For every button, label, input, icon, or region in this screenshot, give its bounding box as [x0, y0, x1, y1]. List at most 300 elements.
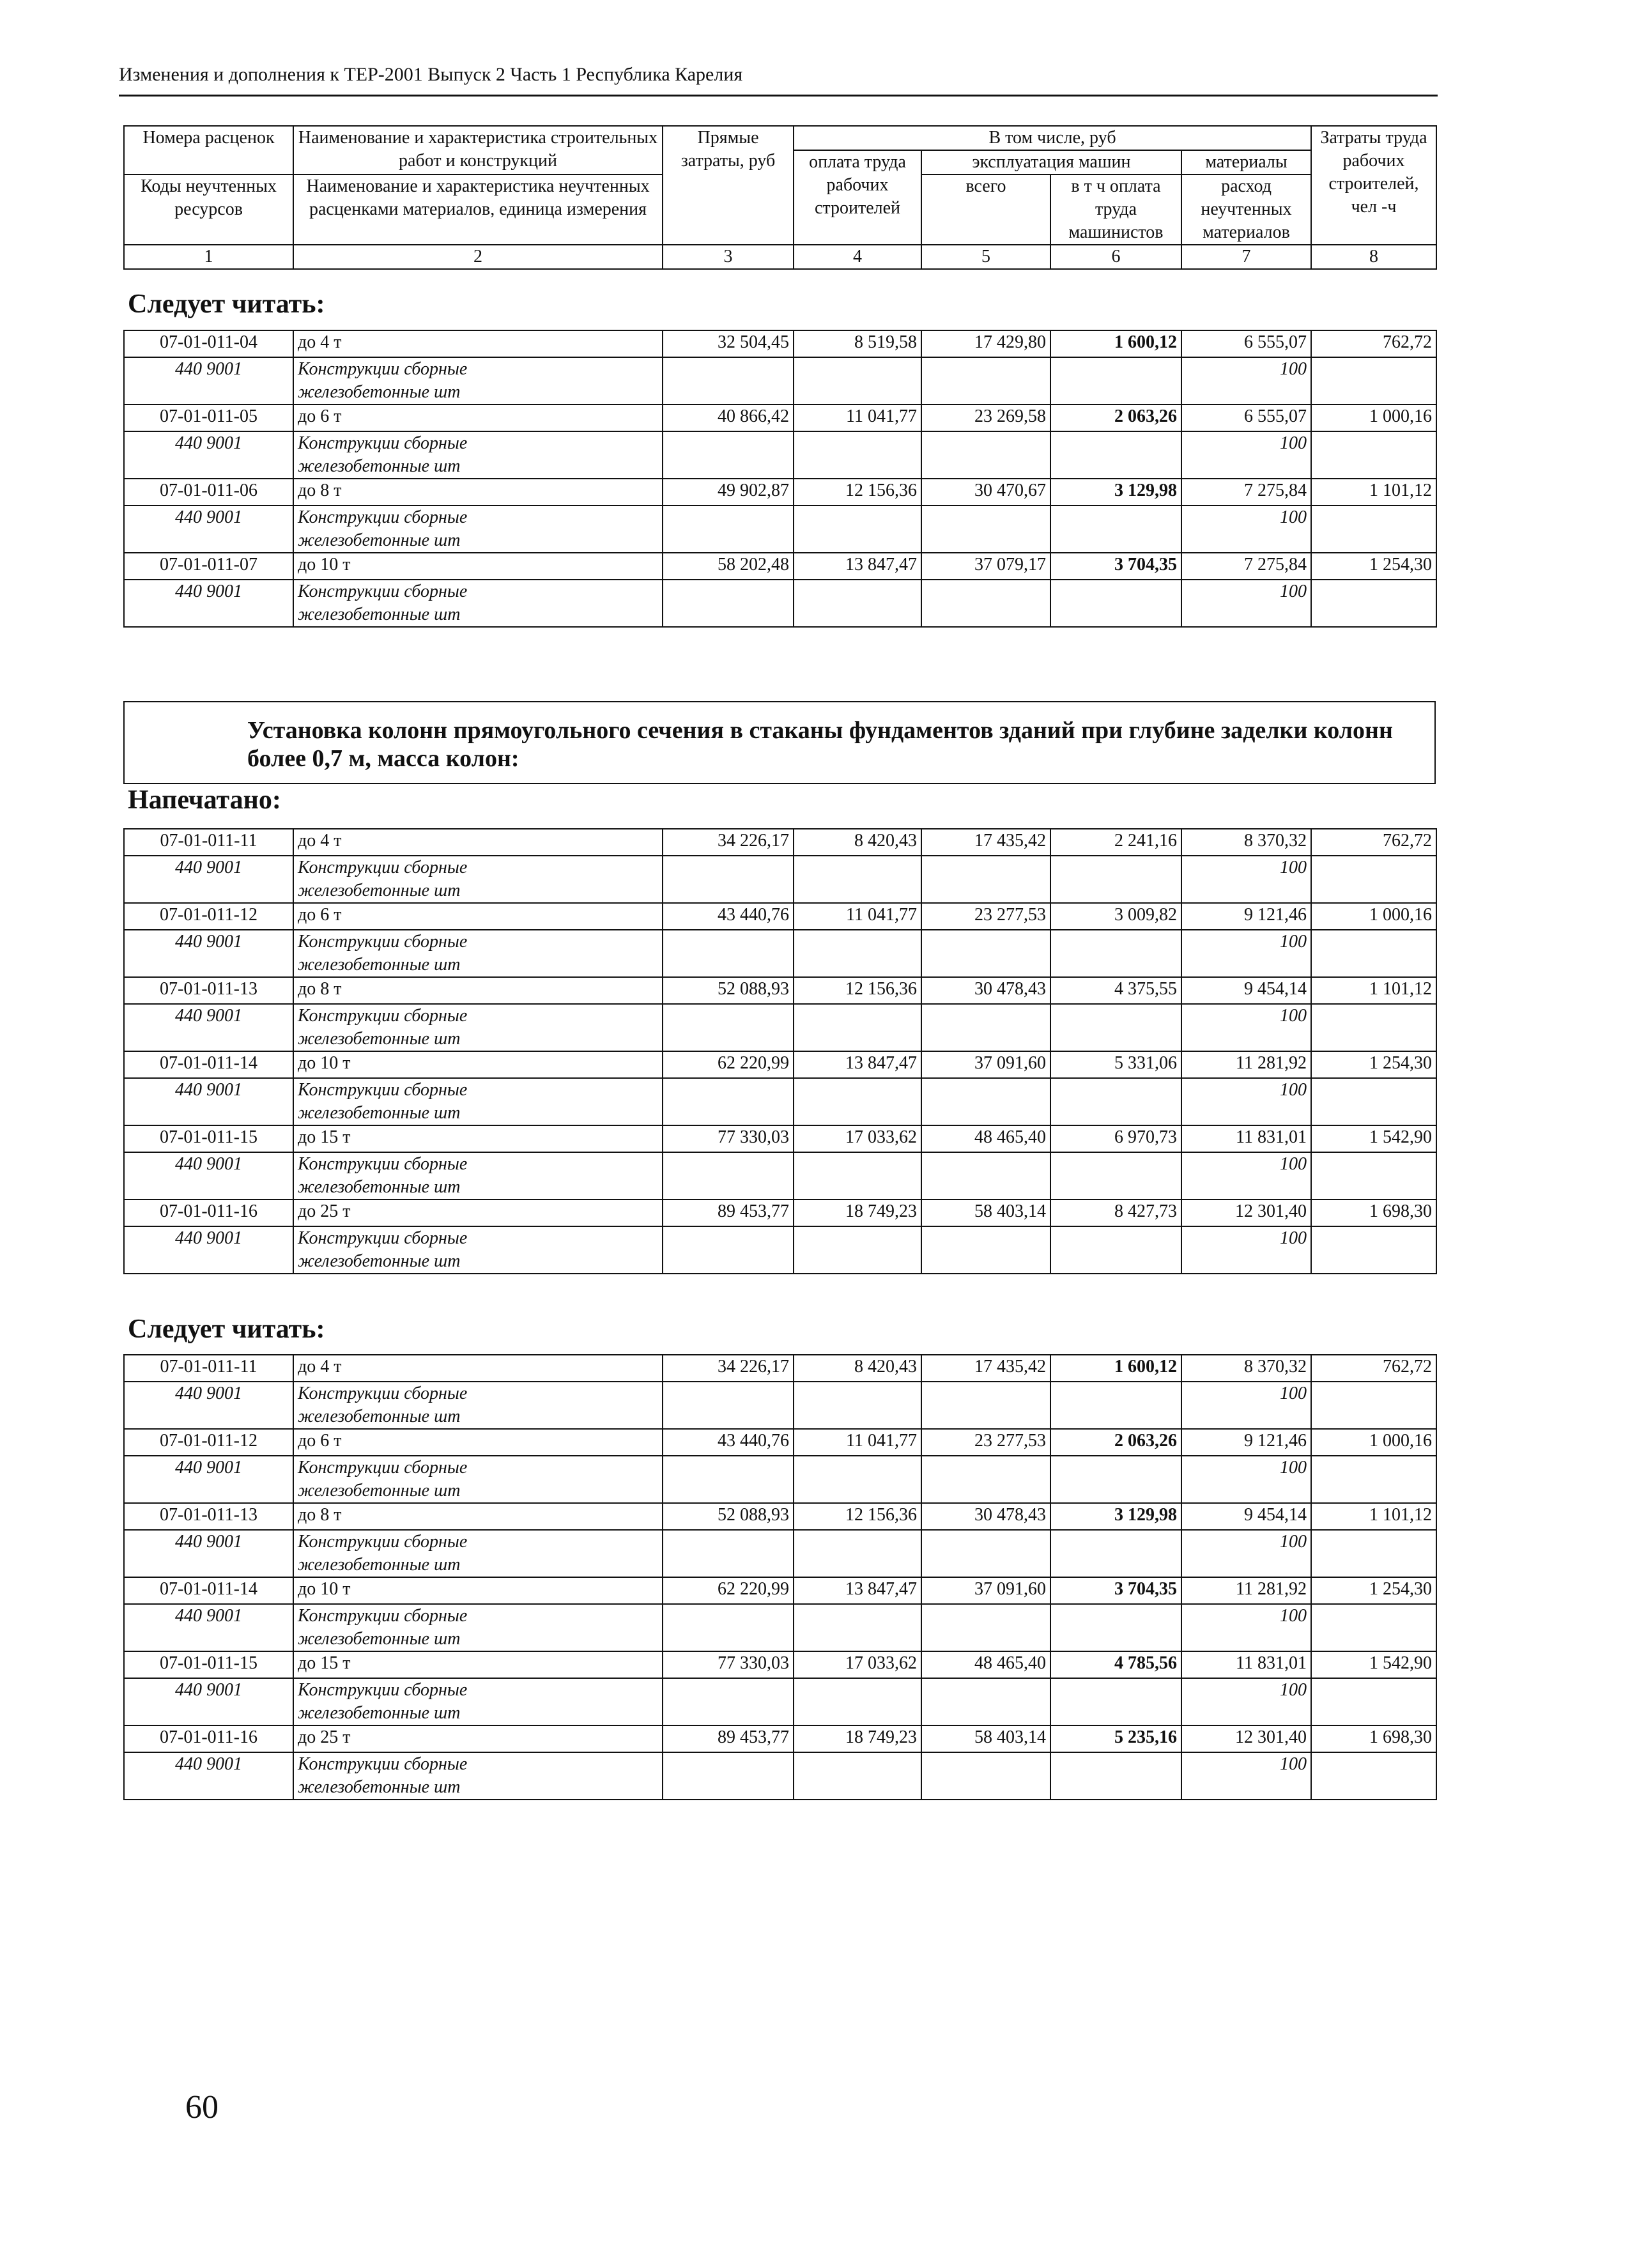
- resource-code: 440 9001: [124, 856, 293, 903]
- worker-pay: 12 156,36: [794, 1503, 921, 1530]
- empty-cell: [663, 1226, 794, 1274]
- empty-cell: [663, 1530, 794, 1577]
- direct-costs: 34 226,17: [663, 829, 794, 856]
- subsection-title: Установка колонн прямоугольного сечения в стаканы фундаментов зданий при глубине заделки колонн более 0,7 м, масса колон:: [247, 717, 1393, 772]
- operator-pay: 3 704,35: [1050, 1577, 1181, 1604]
- empty-cell: [1311, 1382, 1436, 1429]
- empty-cell: [663, 1152, 794, 1200]
- table-row: [124, 1200, 1436, 1226]
- material-cost: 6 555,07: [1181, 330, 1311, 357]
- column-numbers-row: [124, 245, 1436, 269]
- empty-cell: [1311, 1530, 1436, 1577]
- empty-cell: [1050, 1678, 1181, 1725]
- material-description: [293, 1530, 663, 1577]
- table-row-material: [124, 930, 1436, 977]
- material-description: [293, 1456, 663, 1503]
- labor-hours: 1 698,30: [1311, 1725, 1436, 1752]
- header-work-name: Наименование и характеристика строительных работ и конструкций: [293, 126, 663, 174]
- resource-code: 440 9001: [124, 505, 293, 553]
- table-row: [124, 1725, 1436, 1752]
- empty-cell: [921, 431, 1050, 479]
- empty-cell: [1311, 1152, 1436, 1200]
- header-machines-total: всего: [921, 174, 1050, 245]
- material-description-unit: железобетонные шт: [298, 881, 461, 900]
- direct-costs: 77 330,03: [663, 1651, 794, 1678]
- material-description: [293, 1604, 663, 1651]
- operator-pay: 3 129,98: [1050, 1503, 1181, 1530]
- empty-cell: [663, 431, 794, 479]
- empty-cell: [1311, 1456, 1436, 1503]
- empty-cell: [663, 580, 794, 627]
- worker-pay: 18 749,23: [794, 1725, 921, 1752]
- machines-total: 37 091,60: [921, 1577, 1050, 1604]
- labor-hours: 1 101,12: [1311, 1503, 1436, 1530]
- labor-hours: 1 698,30: [1311, 1200, 1436, 1226]
- operator-pay: 1 600,12: [1050, 1355, 1181, 1382]
- resource-code: 440 9001: [124, 1152, 293, 1200]
- material-description-line: Конструкции сборные: [298, 507, 468, 527]
- material-description-line: Конструкции сборные: [298, 359, 468, 379]
- column-number: 7: [1181, 245, 1311, 269]
- material-description-line: Конструкции сборные: [298, 1754, 468, 1774]
- empty-cell: [1050, 930, 1181, 977]
- weight-class: до 15 т: [293, 1651, 663, 1678]
- material-cost: 12 301,40: [1181, 1200, 1311, 1226]
- rates-table-corrected-2: [123, 1354, 1437, 1800]
- rate-code: 07-01-011-16: [124, 1200, 293, 1226]
- column-number: 6: [1050, 245, 1181, 269]
- direct-costs: 89 453,77: [663, 1725, 794, 1752]
- empty-cell: [921, 1078, 1050, 1125]
- machines-total: 48 465,40: [921, 1125, 1050, 1152]
- labor-hours: 762,72: [1311, 1355, 1436, 1382]
- header-material-name: Наименование и характеристика неучтенных расценками материалов, единица измерения: [293, 174, 663, 245]
- operator-pay: 1 600,12: [1050, 330, 1181, 357]
- rate-code: 07-01-011-04: [124, 330, 293, 357]
- empty-cell: [794, 1530, 921, 1577]
- worker-pay: 17 033,62: [794, 1651, 921, 1678]
- material-description-line: Конструкции сборные: [298, 1680, 468, 1700]
- material-cost: 9 121,46: [1181, 903, 1311, 930]
- direct-costs: 32 504,45: [663, 330, 794, 357]
- material-cost: 8 370,32: [1181, 1355, 1311, 1382]
- operator-pay: 3 009,82: [1050, 903, 1181, 930]
- machines-total: 48 465,40: [921, 1651, 1050, 1678]
- material-description-line: Конструкции сборные: [298, 858, 468, 877]
- empty-cell: [921, 357, 1050, 405]
- weight-class: до 8 т: [293, 479, 663, 505]
- material-description: [293, 1752, 663, 1800]
- material-description-line: Конструкции сборные: [298, 1384, 468, 1403]
- labor-hours: 1 000,16: [1311, 1429, 1436, 1456]
- empty-cell: [921, 1530, 1050, 1577]
- worker-pay: 12 156,36: [794, 479, 921, 505]
- empty-cell: [1050, 1004, 1181, 1051]
- table-row-material: [124, 1078, 1436, 1125]
- subsection-title-box: [123, 701, 1436, 784]
- empty-cell: [663, 930, 794, 977]
- rate-code: 07-01-011-12: [124, 903, 293, 930]
- table-row: [124, 479, 1436, 505]
- material-description: [293, 1152, 663, 1200]
- table-row: [124, 903, 1436, 930]
- operator-pay: 2 063,26: [1050, 405, 1181, 431]
- table-row-material: [124, 1752, 1436, 1800]
- empty-cell: [1311, 930, 1436, 977]
- table-row-material: [124, 357, 1436, 405]
- table-row-material: [124, 580, 1436, 627]
- labor-hours: 1 101,12: [1311, 479, 1436, 505]
- weight-class: до 8 т: [293, 977, 663, 1004]
- material-cost: 11 831,01: [1181, 1125, 1311, 1152]
- empty-cell: [794, 1382, 921, 1429]
- material-description-unit: железобетонные шт: [298, 382, 461, 402]
- material-description: [293, 431, 663, 479]
- resource-code: 440 9001: [124, 1604, 293, 1651]
- empty-cell: [921, 1152, 1050, 1200]
- column-number: 1: [124, 245, 293, 269]
- material-cost: 9 454,14: [1181, 1503, 1311, 1530]
- empty-cell: [1311, 1078, 1436, 1125]
- resource-code: 440 9001: [124, 431, 293, 479]
- column-number: 3: [663, 245, 794, 269]
- header-direct-costs: Прямые затраты, руб: [663, 126, 794, 245]
- empty-cell: [1050, 1530, 1181, 1577]
- empty-cell: [663, 357, 794, 405]
- empty-cell: [921, 856, 1050, 903]
- weight-class: до 6 т: [293, 903, 663, 930]
- table-row: [124, 1577, 1436, 1604]
- rate-code: 07-01-011-07: [124, 553, 293, 580]
- empty-cell: [1311, 580, 1436, 627]
- resource-code: 440 9001: [124, 930, 293, 977]
- resource-code: 440 9001: [124, 1456, 293, 1503]
- material-cost: 11 831,01: [1181, 1651, 1311, 1678]
- material-description-line: Конструкции сборные: [298, 1154, 468, 1174]
- worker-pay: 13 847,47: [794, 1577, 921, 1604]
- rate-code: 07-01-011-14: [124, 1051, 293, 1078]
- material-cost: 12 301,40: [1181, 1725, 1311, 1752]
- worker-pay: 18 749,23: [794, 1200, 921, 1226]
- empty-cell: [794, 856, 921, 903]
- material-description: [293, 357, 663, 405]
- operator-pay: 2 241,16: [1050, 829, 1181, 856]
- operator-pay: 6 970,73: [1050, 1125, 1181, 1152]
- header-resource-codes: Коды неучтенных ресурсов: [124, 174, 293, 245]
- labor-hours: 1 254,30: [1311, 553, 1436, 580]
- empty-cell: [1050, 856, 1181, 903]
- empty-cell: [663, 1456, 794, 1503]
- labor-hours: 762,72: [1311, 330, 1436, 357]
- weight-class: до 25 т: [293, 1200, 663, 1226]
- machines-total: 17 435,42: [921, 829, 1050, 856]
- empty-cell: [663, 1752, 794, 1800]
- header-materials: материалы: [1181, 150, 1311, 174]
- empty-cell: [1050, 1604, 1181, 1651]
- weight-class: до 10 т: [293, 1051, 663, 1078]
- direct-costs: 62 220,99: [663, 1051, 794, 1078]
- material-cost: 6 555,07: [1181, 405, 1311, 431]
- worker-pay: 17 033,62: [794, 1125, 921, 1152]
- material-cost: 11 281,92: [1181, 1577, 1311, 1604]
- resource-code: 440 9001: [124, 357, 293, 405]
- material-description-line: Конструкции сборные: [298, 932, 468, 952]
- material-description: [293, 1382, 663, 1429]
- empty-cell: [1311, 431, 1436, 479]
- empty-cell: [1050, 1382, 1181, 1429]
- operator-pay: 5 331,06: [1050, 1051, 1181, 1078]
- table-row-material: [124, 1678, 1436, 1725]
- column-number: 4: [794, 245, 921, 269]
- rate-code: 07-01-011-06: [124, 479, 293, 505]
- weight-class: до 6 т: [293, 1429, 663, 1456]
- empty-cell: [1050, 1152, 1181, 1200]
- empty-cell: [794, 930, 921, 977]
- empty-cell: [663, 1604, 794, 1651]
- machines-total: 23 277,53: [921, 903, 1050, 930]
- header-labor-hours: Затраты труда рабочих строителей, чел -ч: [1311, 126, 1436, 245]
- empty-cell: [1050, 1752, 1181, 1800]
- worker-pay: 13 847,47: [794, 1051, 921, 1078]
- material-description: [293, 930, 663, 977]
- material-description-unit: железобетонные шт: [298, 1481, 461, 1500]
- worker-pay: 11 041,77: [794, 405, 921, 431]
- operator-pay: 3 704,35: [1050, 553, 1181, 580]
- rate-code: 07-01-011-13: [124, 1503, 293, 1530]
- material-quantity: 100: [1181, 580, 1311, 627]
- material-description-unit: железобетонные шт: [298, 605, 461, 624]
- running-header: Изменения и дополнения к ТЕР-2001 Выпуск 2 Часть 1 Республика Карелия: [119, 64, 743, 85]
- labor-hours: 1 101,12: [1311, 977, 1436, 1004]
- weight-class: до 6 т: [293, 405, 663, 431]
- empty-cell: [794, 1078, 921, 1125]
- resource-code: 440 9001: [124, 580, 293, 627]
- empty-cell: [794, 1604, 921, 1651]
- table-row: [124, 1051, 1436, 1078]
- material-description-line: Конструкции сборные: [298, 1606, 468, 1626]
- empty-cell: [1050, 505, 1181, 553]
- weight-class: до 25 т: [293, 1725, 663, 1752]
- material-description-unit: железобетонные шт: [298, 955, 461, 975]
- page-number: 60: [185, 2089, 219, 2125]
- resource-code: 440 9001: [124, 1678, 293, 1725]
- rate-code: 07-01-011-12: [124, 1429, 293, 1456]
- material-quantity: 100: [1181, 1752, 1311, 1800]
- rate-code: 07-01-011-16: [124, 1725, 293, 1752]
- material-quantity: 100: [1181, 856, 1311, 903]
- empty-cell: [921, 930, 1050, 977]
- material-description-unit: железобетонные шт: [298, 1777, 461, 1797]
- empty-cell: [921, 1604, 1050, 1651]
- material-quantity: 100: [1181, 1004, 1311, 1051]
- empty-cell: [1050, 1226, 1181, 1274]
- empty-cell: [1311, 1752, 1436, 1800]
- machines-total: 37 079,17: [921, 553, 1050, 580]
- empty-cell: [1311, 856, 1436, 903]
- rates-table-printed: [123, 828, 1437, 1274]
- empty-cell: [663, 1382, 794, 1429]
- rate-code: 07-01-011-15: [124, 1651, 293, 1678]
- table-row-material: [124, 1456, 1436, 1503]
- material-cost: 7 275,84: [1181, 479, 1311, 505]
- empty-cell: [1311, 1226, 1436, 1274]
- column-number: 5: [921, 245, 1050, 269]
- empty-cell: [1050, 431, 1181, 479]
- table-row: [124, 829, 1436, 856]
- table-row-material: [124, 1226, 1436, 1274]
- material-cost: 11 281,92: [1181, 1051, 1311, 1078]
- material-cost: 8 370,32: [1181, 829, 1311, 856]
- column-number: 8: [1311, 245, 1436, 269]
- machines-total: 17 435,42: [921, 1355, 1050, 1382]
- worker-pay: 13 847,47: [794, 553, 921, 580]
- material-quantity: 100: [1181, 1604, 1311, 1651]
- table-row: [124, 330, 1436, 357]
- material-description-unit: железобетонные шт: [298, 1177, 461, 1197]
- rate-code: 07-01-011-15: [124, 1125, 293, 1152]
- machines-total: 30 470,67: [921, 479, 1050, 505]
- worker-pay: 8 519,58: [794, 330, 921, 357]
- resource-code: 440 9001: [124, 1530, 293, 1577]
- weight-class: до 10 т: [293, 1577, 663, 1604]
- header-rate-numbers: Номера расценок: [124, 126, 293, 174]
- empty-cell: [663, 505, 794, 553]
- empty-cell: [794, 431, 921, 479]
- weight-class: до 8 т: [293, 1503, 663, 1530]
- worker-pay: 8 420,43: [794, 1355, 921, 1382]
- material-quantity: 100: [1181, 1530, 1311, 1577]
- header-including: В том числе, руб: [794, 126, 1311, 150]
- empty-cell: [794, 1226, 921, 1274]
- weight-class: до 15 т: [293, 1125, 663, 1152]
- operator-pay: 4 785,56: [1050, 1651, 1181, 1678]
- labor-hours: 1 000,16: [1311, 405, 1436, 431]
- table-row-material: [124, 856, 1436, 903]
- machines-total: 17 429,80: [921, 330, 1050, 357]
- empty-cell: [1311, 1678, 1436, 1725]
- section-label: Напечатано:: [128, 785, 281, 815]
- header-machine-operation: эксплуатация машин: [921, 150, 1181, 174]
- empty-cell: [794, 505, 921, 553]
- resource-code: 440 9001: [124, 1382, 293, 1429]
- column-number: 2: [293, 245, 663, 269]
- machines-total: 23 277,53: [921, 1429, 1050, 1456]
- section-label: Следует читать:: [128, 289, 325, 319]
- empty-cell: [921, 1456, 1050, 1503]
- direct-costs: 49 902,87: [663, 479, 794, 505]
- operator-pay: 2 063,26: [1050, 1429, 1181, 1456]
- material-description-unit: железобетонные шт: [298, 1251, 461, 1271]
- empty-cell: [921, 580, 1050, 627]
- material-description-unit: железобетонные шт: [298, 1629, 461, 1649]
- material-description-unit: железобетонные шт: [298, 1555, 461, 1575]
- empty-cell: [794, 1752, 921, 1800]
- material-quantity: 100: [1181, 1678, 1311, 1725]
- weight-class: до 4 т: [293, 330, 663, 357]
- machines-total: 30 478,43: [921, 977, 1050, 1004]
- material-description-line: Конструкции сборные: [298, 433, 468, 453]
- empty-cell: [921, 1226, 1050, 1274]
- weight-class: до 4 т: [293, 829, 663, 856]
- direct-costs: 52 088,93: [663, 977, 794, 1004]
- machines-total: 30 478,43: [921, 1503, 1050, 1530]
- header-worker-pay: оплата труда рабочих строителей: [794, 150, 921, 245]
- empty-cell: [921, 1678, 1050, 1725]
- resource-code: 440 9001: [124, 1226, 293, 1274]
- empty-cell: [921, 1004, 1050, 1051]
- resource-code: 440 9001: [124, 1752, 293, 1800]
- table-row-material: [124, 1530, 1436, 1577]
- empty-cell: [921, 505, 1050, 553]
- labor-hours: 762,72: [1311, 829, 1436, 856]
- machines-total: 58 403,14: [921, 1725, 1050, 1752]
- direct-costs: 77 330,03: [663, 1125, 794, 1152]
- empty-cell: [1311, 357, 1436, 405]
- worker-pay: 12 156,36: [794, 977, 921, 1004]
- material-quantity: 100: [1181, 1456, 1311, 1503]
- material-quantity: 100: [1181, 1226, 1311, 1274]
- material-description-unit: железобетонные шт: [298, 1029, 461, 1049]
- table-row: [124, 1429, 1436, 1456]
- material-description-line: Конструкции сборные: [298, 1532, 468, 1552]
- header-material-use: расход неучтенных материалов: [1181, 174, 1311, 245]
- material-quantity: 100: [1181, 505, 1311, 553]
- table-row-material: [124, 431, 1436, 479]
- material-description-line: Конструкции сборные: [298, 1080, 468, 1100]
- material-description-unit: железобетонные шт: [298, 456, 461, 476]
- material-quantity: 100: [1181, 1152, 1311, 1200]
- empty-cell: [1050, 357, 1181, 405]
- rate-code: 07-01-011-11: [124, 1355, 293, 1382]
- empty-cell: [663, 1004, 794, 1051]
- direct-costs: 34 226,17: [663, 1355, 794, 1382]
- empty-cell: [794, 357, 921, 405]
- table-row: [124, 1651, 1436, 1678]
- material-description: [293, 580, 663, 627]
- material-description-line: Конструкции сборные: [298, 1006, 468, 1026]
- empty-cell: [794, 1152, 921, 1200]
- material-cost: 9 454,14: [1181, 977, 1311, 1004]
- resource-code: 440 9001: [124, 1004, 293, 1051]
- weight-class: до 10 т: [293, 553, 663, 580]
- table-row: [124, 553, 1436, 580]
- table-row: [124, 1125, 1436, 1152]
- empty-cell: [794, 580, 921, 627]
- labor-hours: 1 000,16: [1311, 903, 1436, 930]
- material-description: [293, 1004, 663, 1051]
- rate-code: 07-01-011-13: [124, 977, 293, 1004]
- material-description-line: Конструкции сборные: [298, 1458, 468, 1477]
- material-description-unit: железобетонные шт: [298, 1103, 461, 1123]
- table-row-material: [124, 1604, 1436, 1651]
- labor-hours: 1 542,90: [1311, 1125, 1436, 1152]
- direct-costs: 58 202,48: [663, 553, 794, 580]
- material-quantity: 100: [1181, 357, 1311, 405]
- material-description: [293, 1078, 663, 1125]
- worker-pay: 11 041,77: [794, 1429, 921, 1456]
- machines-total: 58 403,14: [921, 1200, 1050, 1226]
- table-row: [124, 977, 1436, 1004]
- worker-pay: 11 041,77: [794, 903, 921, 930]
- labor-hours: 1 254,30: [1311, 1051, 1436, 1078]
- table-row-material: [124, 1382, 1436, 1429]
- operator-pay: 8 427,73: [1050, 1200, 1181, 1226]
- operator-pay: 3 129,98: [1050, 479, 1181, 505]
- table-row-material: [124, 1004, 1436, 1051]
- section-label: Следует читать:: [128, 1315, 325, 1344]
- empty-cell: [663, 856, 794, 903]
- empty-cell: [1050, 580, 1181, 627]
